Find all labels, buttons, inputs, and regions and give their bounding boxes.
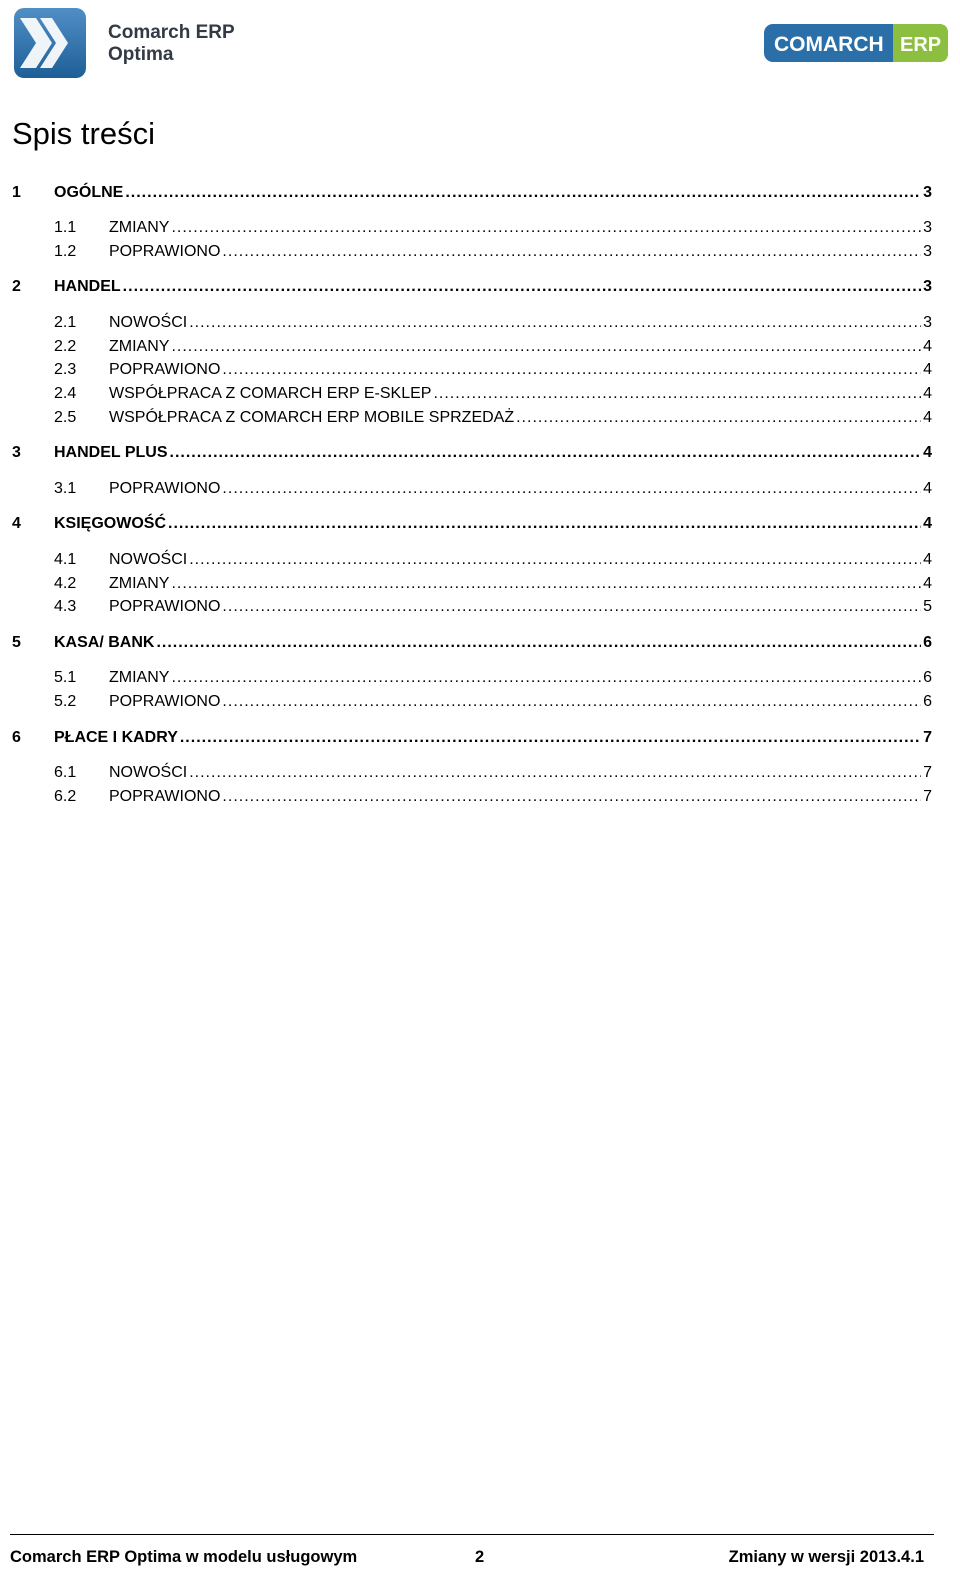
- toc-page-number: 4: [923, 575, 932, 592]
- toc-dot-leader: [125, 182, 921, 204]
- toc-page-number: 7: [923, 729, 932, 746]
- toc-entry-2-4[interactable]: [54, 383, 932, 405]
- toc-page-number: 4: [923, 361, 932, 378]
- erp-logo-badge: ERP: [900, 34, 942, 56]
- toc-label: KSIĘGOWOŚĆ: [54, 515, 167, 532]
- toc-dot-leader: [516, 407, 921, 429]
- toc-number: 5.1: [54, 669, 77, 686]
- toc-number: 1.1: [54, 219, 77, 236]
- toc-number: 1: [12, 184, 21, 201]
- toc-number: 6.2: [54, 788, 77, 805]
- toc-page-number: 4: [923, 338, 932, 355]
- toc-page-number: 5: [923, 598, 932, 615]
- toc-label: ZMIANY: [109, 219, 170, 236]
- page-footer: [10, 1545, 924, 1569]
- toc-dot-leader: [170, 442, 922, 464]
- comarch-logo-word: COMARCH: [774, 33, 884, 56]
- toc-number: 2.1: [54, 314, 77, 331]
- toc-label: POPRAWIONO: [109, 243, 221, 260]
- toc-entry-2-3[interactable]: [54, 359, 932, 381]
- toc-number: 4: [12, 515, 21, 532]
- toc-entry-ogolne[interactable]: [12, 182, 932, 204]
- toc-dot-leader: [168, 513, 921, 535]
- toc-label: POPRAWIONO: [109, 788, 221, 805]
- toc-label: OGÓLNE: [54, 184, 124, 201]
- toc-entry-5-2[interactable]: [54, 691, 932, 713]
- logo-text-line2: Optima: [108, 44, 174, 65]
- toc-number: 5.2: [54, 693, 77, 710]
- toc-entry-4-1[interactable]: [54, 549, 932, 571]
- toc-dot-leader: [189, 549, 921, 571]
- toc-label: PŁACE I KADRY: [54, 729, 178, 746]
- toc-entry-1-2[interactable]: [54, 241, 932, 263]
- toc-page-number: 4: [923, 480, 932, 497]
- toc-dot-leader: [222, 786, 921, 808]
- toc-page-number: 4: [923, 551, 932, 568]
- toc-label: POPRAWIONO: [109, 693, 221, 710]
- toc-label: HANDEL PLUS: [54, 444, 168, 461]
- toc-page-number: 4: [923, 444, 932, 461]
- toc-entry-2-2[interactable]: [54, 336, 932, 358]
- toc-label: HANDEL: [54, 278, 121, 295]
- toc-page-number: 6: [923, 669, 932, 686]
- toc-entry-4-3[interactable]: [54, 596, 932, 618]
- toc-page-number: 3: [923, 184, 932, 201]
- toc-dot-leader: [189, 762, 921, 784]
- toc-entry-handel-plus[interactable]: [12, 442, 932, 464]
- toc-number: 2.4: [54, 385, 77, 402]
- toc-label: ZMIANY: [109, 575, 170, 592]
- toc-label: ZMIANY: [109, 338, 170, 355]
- toc-entry-2-1[interactable]: [54, 312, 932, 334]
- toc-dot-leader: [433, 383, 921, 405]
- toc-page-number: 6: [923, 693, 932, 710]
- toc-entry-1-1[interactable]: [54, 217, 932, 239]
- toc-label: ZMIANY: [109, 669, 170, 686]
- toc-number: 5: [12, 634, 21, 651]
- toc-number: 2.3: [54, 361, 77, 378]
- toc-page-number: 7: [923, 764, 932, 781]
- footer-page-number: 2: [475, 1548, 485, 1566]
- toc-dot-leader: [189, 312, 921, 334]
- toc-dot-leader: [123, 276, 921, 298]
- toc-label: NOWOŚCI: [109, 314, 188, 331]
- toc-dot-leader: [171, 573, 921, 595]
- toc-number: 1.2: [54, 243, 77, 260]
- toc-number: 3.1: [54, 480, 77, 497]
- toc-entry-2-5[interactable]: [54, 407, 932, 429]
- page-title: Spis treści: [12, 116, 155, 151]
- toc-entry-6-2[interactable]: [54, 786, 932, 808]
- toc-page-number: 4: [923, 409, 932, 426]
- toc-page-number: 6: [923, 634, 932, 651]
- toc-entry-place-i-kadry[interactable]: [12, 727, 932, 749]
- logo-text-line1: Comarch ERP: [108, 22, 235, 43]
- toc-label: KASA/ BANK: [54, 634, 155, 651]
- toc-entry-5-1[interactable]: [54, 667, 932, 689]
- toc-page-number: 3: [923, 219, 932, 236]
- toc-entry-ksiegowosc[interactable]: [12, 513, 932, 535]
- footer-divider: [10, 1534, 934, 1535]
- toc-entry-4-2[interactable]: [54, 573, 932, 595]
- toc-number: 3: [12, 444, 21, 461]
- toc-number: 4.1: [54, 551, 77, 568]
- toc-label: NOWOŚCI: [109, 551, 188, 568]
- toc-page-number: 3: [923, 278, 932, 295]
- toc-page-number: 4: [923, 515, 932, 532]
- toc-number: 2.2: [54, 338, 77, 355]
- toc-label: WSPÓŁPRACA Z COMARCH ERP E-SKLEP: [109, 385, 432, 402]
- toc-number: 2.5: [54, 409, 77, 426]
- toc-dot-leader: [222, 241, 921, 263]
- toc-entry-kasa-bank[interactable]: [12, 632, 932, 654]
- toc-number: 6: [12, 729, 21, 746]
- toc-label: WSPÓŁPRACA Z COMARCH ERP MOBILE SPRZEDAŻ: [109, 409, 515, 426]
- toc-dot-leader: [222, 359, 921, 381]
- toc-number: 2: [12, 278, 21, 295]
- toc-entry-3-1[interactable]: [54, 478, 932, 500]
- toc-label: POPRAWIONO: [109, 598, 221, 615]
- toc-dot-leader: [171, 217, 921, 239]
- toc-dot-leader: [222, 691, 921, 713]
- toc-label: POPRAWIONO: [109, 361, 221, 378]
- toc-page-number: 3: [923, 314, 932, 331]
- toc-dot-leader: [222, 596, 921, 618]
- toc-number: 4.2: [54, 575, 77, 592]
- toc-number: 6.1: [54, 764, 77, 781]
- toc-dot-leader: [171, 336, 921, 358]
- footer-version: Zmiany w wersji 2013.4.1: [728, 1548, 924, 1566]
- toc-page-number: 4: [923, 385, 932, 402]
- toc-page-number: 3: [923, 243, 932, 260]
- toc-dot-leader: [171, 667, 921, 689]
- toc-dot-leader: [222, 478, 921, 500]
- toc-label: NOWOŚCI: [109, 764, 188, 781]
- toc-dot-leader: [180, 727, 921, 749]
- footer-document-title: Comarch ERP Optima w modelu usługowym: [10, 1548, 358, 1566]
- toc-entry-6-1[interactable]: [54, 762, 932, 784]
- toc-page-number: 7: [923, 788, 932, 805]
- toc-label: POPRAWIONO: [109, 480, 221, 497]
- toc-dot-leader: [156, 632, 921, 654]
- toc-entry-handel[interactable]: [12, 276, 932, 298]
- toc-number: 4.3: [54, 598, 77, 615]
